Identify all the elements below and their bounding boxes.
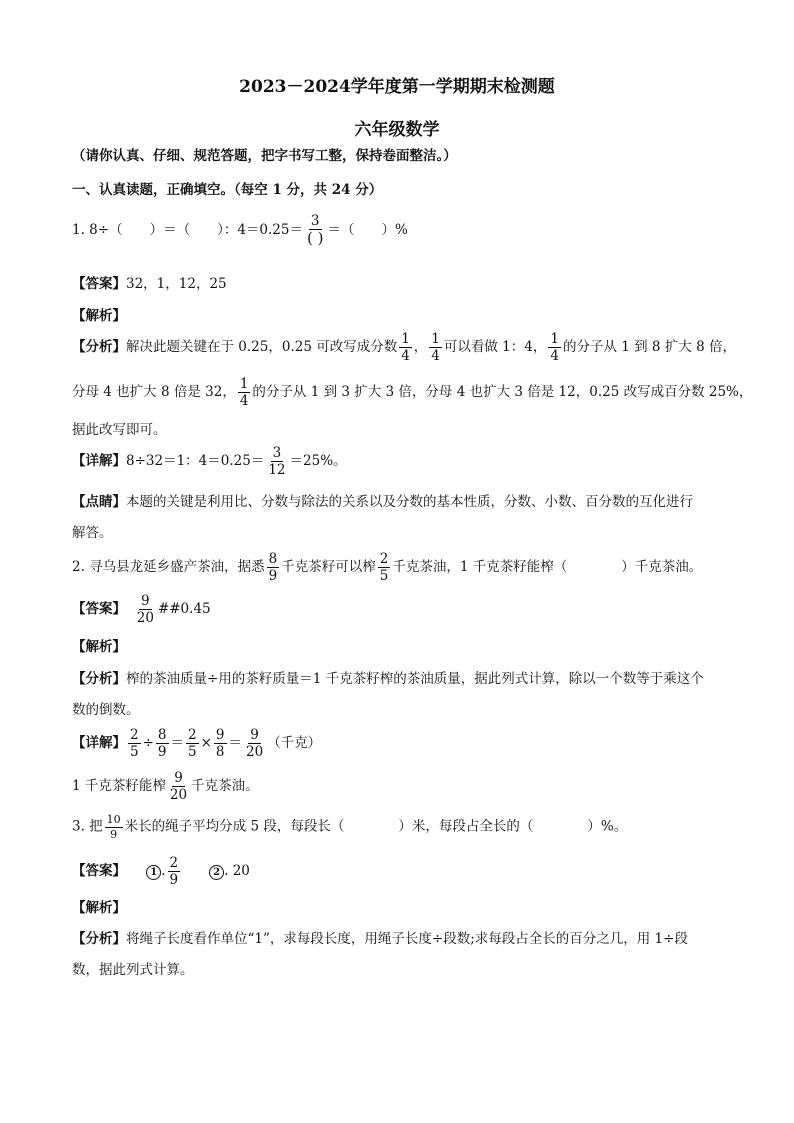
q3-answer: 【答案】 1 . $\frac{2}{9}$ 2 . 20	[72, 855, 250, 889]
q3-analysis-label: 【解析】	[72, 900, 126, 916]
q2-fenxi-line2: 数的倒数。	[72, 702, 140, 718]
q3-fenxi: 【分析】将绳子长度看作单位“1”，求每段长度，用绳子长度÷段数;求每段占全长的百分之几，用 1÷段	[72, 931, 688, 947]
q2-detail: 【详解】 $\frac{2}{5}$ ÷ $\frac{8}{9}$ ＝ $\frac{2}{5}$ × $\frac{9}{8}$ ＝ $\frac{9}{20}$ （千克）	[72, 727, 322, 761]
q1-detail: 【详解】8÷32＝1：4＝0.25＝ $\frac{3}{12}$ ＝25%。	[72, 445, 347, 479]
page-subtitle: 六年级数学	[354, 120, 440, 140]
q2-analysis-label: 【解析】	[72, 639, 126, 655]
q1-fenxi-line3: 据此改写即可。	[72, 422, 167, 438]
q2-answer: 【答案】 $\frac{9}{20}$ ##0.45	[72, 593, 211, 627]
q1-answer: 【答案】32，1，12，25	[72, 276, 227, 292]
q1-dianjing-line2: 解答。	[72, 525, 113, 541]
q2-fenxi: 【分析】榨的茶油质量÷用的茶籽质量＝1 千克茶籽榨的茶油质量，据此列式计算，除以一个数等于乘这个	[72, 671, 704, 687]
section-heading: 一、认真读题，正确填空。（每空 1 分，共 24 分）	[72, 182, 383, 198]
page-title: 2023－2024学年度第一学期期末检测题	[239, 77, 555, 97]
q1-fenxi: 【分析】解决此题关键在于 0.25，0.25 可改写成分数 $\frac{1}{4}$ ， $\frac{1}{4}$ 可以看做 1：4， $\frac{1}{4}$ 的分子从 1 到 8 扩大 8 倍，	[72, 331, 736, 365]
q3-fenxi-line2: 数，据此列式计算。	[72, 962, 194, 978]
q1-prefix: 1. 8÷（ ）＝（ ）：4＝0.25＝	[72, 221, 303, 238]
question-2: 2. 寻乌县龙延乡盛产茶油，据悉 $\frac{8}{9}$ 千克茶籽可以榨 $\frac{2}{5}$ 千克茶油，1 千克茶籽能榨（ ）千克茶油。	[72, 551, 703, 585]
question-1	[72, 214, 408, 247]
q1-analysis-label: 【解析】	[72, 308, 126, 324]
q1-dianjing: 【点睛】本题的关键是利用比、分数与除法的关系以及分数的基本性质，分数、小数、百分数的互化进行	[72, 494, 693, 510]
question-3: 3. 把 $\frac{10}{9}$ 米长的绳子平均分成 5 段，每段长（ ）米，每段占全长的（ ）%。	[72, 813, 628, 841]
q1-fenxi-line2: 分母 4 也扩大 8 倍是 32， $\frac{1}{4}$ 的分子从 1 到 3 扩大 3 倍，分母 4 也扩大 3 倍是 12，0.25 改写成百分数 25%，	[72, 376, 753, 410]
q1-suffix: ＝（ ）%	[327, 221, 408, 238]
instruction: （请你认真、仔细、规范答题，把字书写工整，保持卷面整洁。）	[72, 148, 457, 164]
q1-fraction: $\frac{3}{( )}$	[306, 213, 324, 248]
q2-conclusion: 1 千克茶籽能榨 $\frac{9}{20}$ 千克茶油。	[72, 770, 259, 804]
